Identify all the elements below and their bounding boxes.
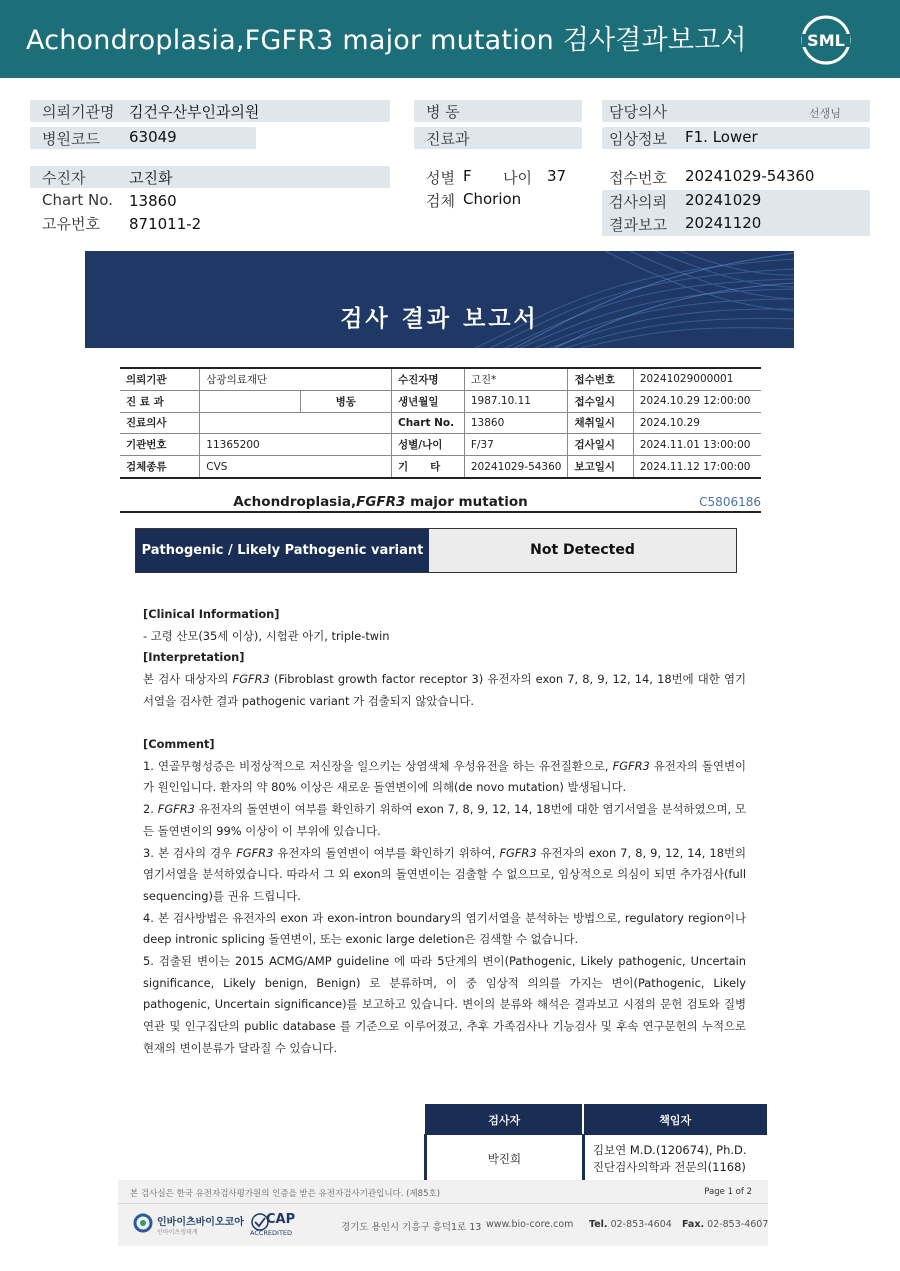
responsible-line2: 진단검사의학과 전문의(1168) — [592, 1160, 746, 1174]
table-cell — [200, 412, 392, 434]
report-date-label: 결과보고 — [609, 216, 667, 234]
table-cell: 20241029-54360 — [464, 456, 568, 478]
cap-text: CAP — [266, 1212, 296, 1227]
footer-address: 경기도 용인시 기흥구 흥덕1로 13 — [341, 1222, 482, 1233]
responsible-line1: 김보연 M.D.(120674), Ph.D. — [592, 1143, 747, 1157]
table-cell-label: 생년월일 — [392, 390, 465, 412]
org-label: 의뢰기관명 — [42, 103, 115, 121]
test-name-gene: FGFR3 — [356, 494, 406, 510]
table-cell-label: 진료의사 — [120, 412, 200, 434]
table-row — [120, 368, 761, 390]
interpretation-text: 본 검사 대상자의 FGFR3 (Fibroblast growth factor receptor 3) 유전자의 exon 7, 8, 9, 12, 14, 18번에 대한 염기서열을 검사한 결과 pathogenic variant 가 검출되지 않았습니다. — [143, 672, 746, 708]
result-label: Pathogenic / Likely Pathogenic variant — [136, 529, 429, 572]
table-cell-label: 병동 — [300, 390, 391, 412]
chart-label: Chart No. — [42, 191, 113, 209]
hospital-code-label: 병원코드 — [42, 130, 100, 148]
table-cell-label: 검체종류 — [120, 456, 200, 478]
report-date-value: 20241120 — [685, 214, 762, 232]
table-cell-label: 성별/나이 — [392, 434, 465, 456]
request-value: 20241029 — [685, 191, 762, 209]
signature-table — [424, 1104, 767, 1185]
clinical-heading: [Clinical Information] — [143, 607, 280, 621]
responsible-header: 책임자 — [583, 1105, 766, 1135]
table-cell-label: Chart No. — [392, 412, 465, 434]
table-cell: 13860 — [464, 412, 568, 434]
sml-logo-text: SML — [807, 31, 845, 50]
footer-fax: Fax. 02-853-4607 — [682, 1219, 769, 1230]
interpretation-heading: [Interpretation] — [143, 650, 245, 665]
comment-item: 1. 연골무형성증은 비정상적으로 저신장을 일으키는 상염색체 우성유전을 하는 유전질환으로, FGFR3 유전자의 돌연변이가 원인입니다. 환자의 약 80% 이상은 새로운 돌연변이에 의해(de novo mutation) 발생됩니다. — [143, 758, 746, 795]
specimen-value: Chorion — [463, 190, 522, 208]
clinical-value: F1. Lower — [685, 128, 758, 146]
test-code: C5806186 — [699, 495, 761, 509]
age-label: 나이 — [503, 169, 532, 187]
table-cell: 2024.11.12 17:00:00 — [633, 456, 761, 478]
table-cell — [200, 390, 300, 412]
doctor-suffix: 선생님 — [809, 107, 841, 120]
table-cell: 11365200 — [200, 434, 392, 456]
request-label: 검사의뢰 — [609, 193, 667, 211]
receipt-value: 20241029-54360 — [685, 167, 815, 185]
company-logo-icon — [133, 1213, 153, 1233]
table-cell: 2024.10.29 12:00:00 — [633, 390, 761, 412]
divider — [120, 511, 761, 513]
report-heading: 검사 결과 보고서 — [340, 306, 539, 332]
table-cell-label: 검사일시 — [568, 434, 633, 456]
table-row — [120, 412, 761, 434]
table-cell-label: 진 료 과 — [120, 390, 200, 412]
dept-label: 진료과 — [426, 130, 470, 148]
table-cell-label: 접수번호 — [568, 368, 633, 390]
cap-badge — [250, 1210, 308, 1240]
test-name-suffix: major mutation — [405, 494, 528, 510]
report-title: Achondroplasia,FGFR3 major mutation 검사결과보고서 — [26, 25, 747, 56]
table-cell: 삼광의료재단 — [200, 368, 392, 390]
comment-item: 3. 본 검사의 경우 FGFR3 유전자의 돌연변이 여부를 확인하기 위하여, FGFR3 유전자의 exon 7, 8, 9, 12, 14, 18번의 염기서열을 분석하였습니다. 따라서 그 외 exon의 돌연변이는 검출할 수 없으므로, 임상적으로 의심이 되면 추가검사(full sequencing)를 권유 드립니다. — [143, 845, 746, 903]
table-cell: 고진* — [464, 368, 568, 390]
result-value: Not Detected — [530, 542, 635, 558]
unique-label: 고유번호 — [42, 215, 100, 233]
patient-label: 수진자 — [42, 169, 86, 187]
table-cell: F/37 — [464, 434, 568, 456]
table-cell-label: 기관번호 — [120, 434, 200, 456]
clinical-section — [143, 604, 746, 713]
org-value: 김건우산부인과의원 — [129, 103, 260, 121]
comment-item: 4. 본 검사방법은 유전자의 exon 과 exon-intron boundary의 염기서열을 분석하는 방법으로, regulatory region이나 deep intronic splicing 돌연변이, 또는 exonic large deletion은 검색할 수 없습니다. — [143, 910, 746, 947]
sex-label: 성별 — [426, 169, 455, 187]
sex-value: F — [463, 167, 472, 185]
cap-sub: ACCREDITED — [250, 1229, 293, 1237]
table-cell-label: 보고일시 — [568, 456, 633, 478]
table-cell: 1987.10.11 — [464, 390, 568, 412]
tester-header: 검사자 — [426, 1105, 584, 1135]
footer-website: www.bio-core.com — [486, 1219, 574, 1230]
table-row — [120, 456, 761, 478]
table-cell: 2024.11.01 13:00:00 — [633, 434, 761, 456]
table-row — [120, 434, 761, 456]
table-cell-label: 채취일시 — [568, 412, 633, 434]
comment-section — [143, 734, 746, 1060]
tester-name: 박진희 — [426, 1135, 584, 1185]
table-cell: CVS — [200, 456, 392, 478]
sml-logo-icon — [800, 14, 852, 66]
test-name — [120, 494, 641, 510]
comment-item: 2. FGFR3 유전자의 돌연변이 여부를 확인하기 위하여 exon 7, 8, 9, 12, 14, 18번에 대한 염기서열을 분석하였으며, 모든 돌연변이의 99% 이상이 이 부위에 있습니다. — [143, 802, 746, 838]
clinical-label: 임상정보 — [609, 130, 667, 148]
doctor-label: 담당의사 — [609, 103, 667, 121]
specimen-label: 검체 — [426, 192, 455, 210]
responsible-name — [583, 1135, 766, 1185]
clinical-text: - 고령 산모(35세 이상), 시험관 아기, triple-twin — [143, 628, 390, 643]
receipt-label: 접수번호 — [609, 169, 667, 187]
comment-item: 5. 검출된 변이는 2015 ACMG/AMP guideline 에 따라 5단계의 변이(Pathogenic, Likely pathogenic, Uncertain significance, Likely benign, Benign) 로 분류하며, 이 중 임상적 의의를 가지는 변이(Pathogenic, Likely pathogenic, Uncertain significance)를 보고하고 있습니다. 변이의 분류와 해석은 결과보고 시점의 문헌 검토와 질병연관 및 인구집단의 public database 를 기준으로 이루어졌고, 추후 가족검사나 기능검사 및 후속 연구문헌의 누적으로 현재의 변이분류가 달라질 수 있습니다. — [143, 954, 746, 1055]
table-cell: 2024.10.29 — [633, 412, 761, 434]
test-name-prefix: Achondroplasia, — [233, 494, 357, 510]
patient-value: 고진화 — [129, 169, 173, 187]
table-cell-label: 접수일시 — [568, 390, 633, 412]
unique-value: 871011-2 — [129, 215, 202, 233]
patient-info-table — [120, 367, 761, 479]
table-cell: 20241029000001 — [633, 368, 761, 390]
table-row — [120, 390, 761, 412]
comment-heading: [Comment] — [143, 737, 215, 751]
company-sub: 인바이츠생태계 — [157, 1229, 198, 1236]
footer-divider — [118, 1203, 768, 1204]
age-value: 37 — [547, 167, 567, 185]
hospital-code-value: 63049 — [129, 128, 177, 146]
table-cell-label: 기 타 — [392, 456, 465, 478]
table-cell-label: 수진자명 — [392, 368, 465, 390]
footer-note: 본 검사실은 한국 유전자검사평가원의 인증을 받은 유전자검사기관입니다. (제85호) — [130, 1189, 441, 1199]
footer-tel: Tel. 02-853-4604 — [589, 1219, 672, 1230]
table-cell-label: 의뢰기관 — [120, 368, 200, 390]
chart-value: 13860 — [129, 192, 177, 210]
page-number: Page 1 of 2 — [704, 1187, 752, 1197]
company-name: 인바이츠바이오코아 — [157, 1217, 244, 1228]
ward-label: 병 동 — [426, 103, 460, 121]
